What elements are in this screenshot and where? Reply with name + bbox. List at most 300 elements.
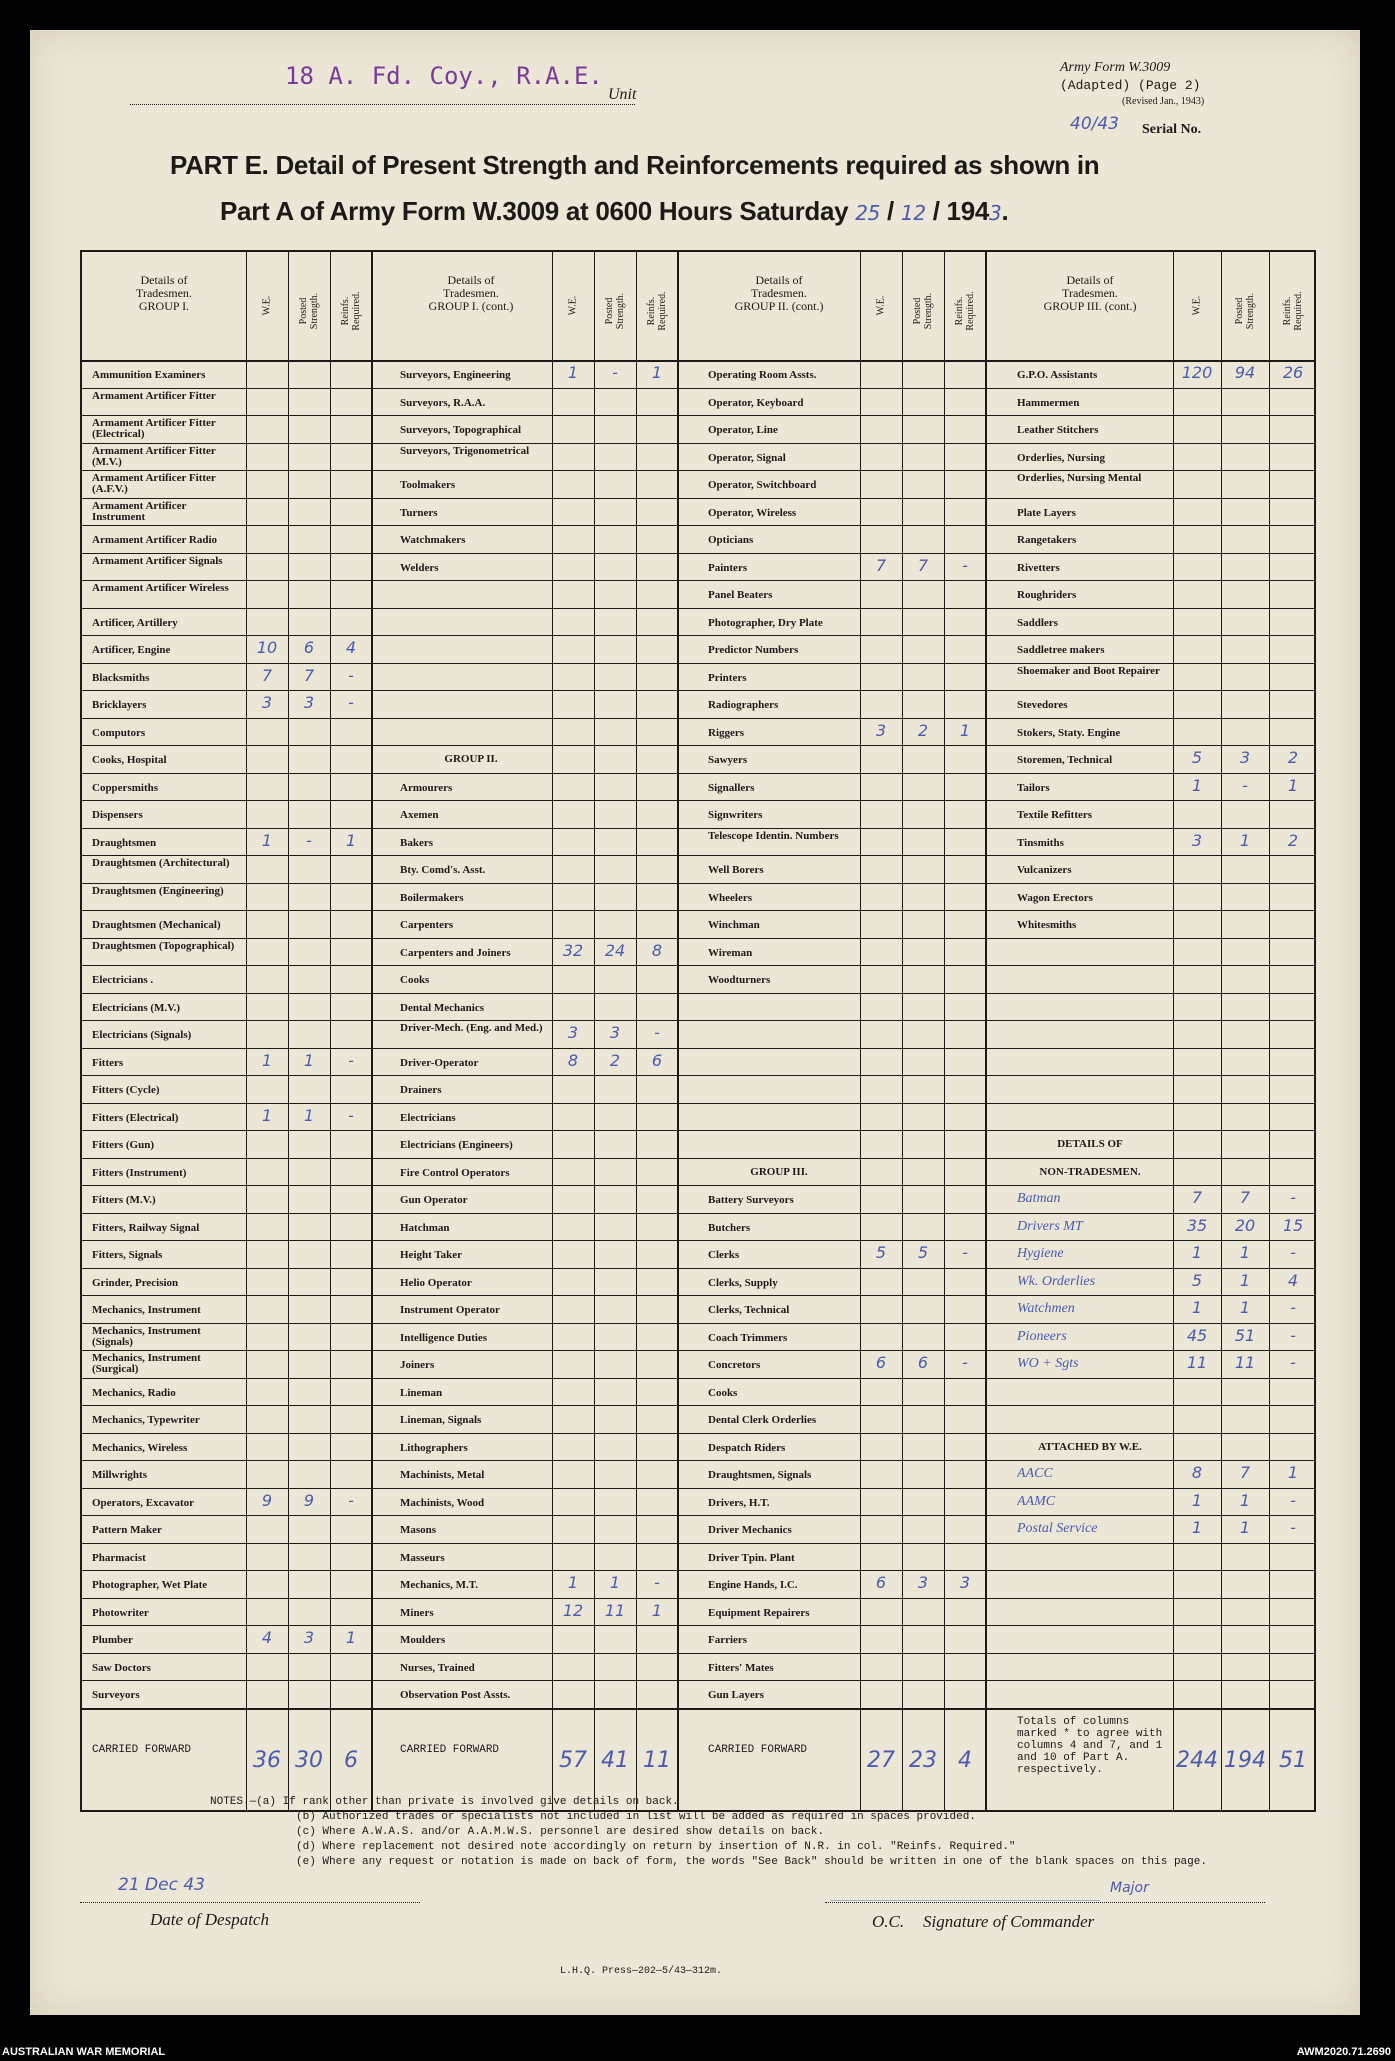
trade-label: Hygiene xyxy=(1017,1246,1064,1261)
trade-label: Gun Layers xyxy=(708,1689,764,1701)
row-divider xyxy=(82,1570,1314,1571)
trade-label: Surveyors, Trigonometrical xyxy=(400,445,530,457)
count-value: 7 xyxy=(917,555,929,575)
trade-label: Lithographers xyxy=(400,1441,468,1454)
count-value: - xyxy=(348,693,354,712)
trade-label: Draughtsmen (Engineering) xyxy=(92,885,224,897)
column-divider xyxy=(288,252,289,1812)
trade-label: Welders xyxy=(400,561,439,574)
count-value: 2 xyxy=(609,1050,621,1070)
trade-label: Opticians xyxy=(708,534,754,546)
count-value: 3 xyxy=(261,693,273,712)
count-value: 8 xyxy=(567,1050,579,1070)
count-value: 7 xyxy=(1191,1188,1203,1207)
trade-label: DETAILS OF xyxy=(1057,1138,1123,1150)
trade-label: Drivers MT xyxy=(1017,1218,1083,1234)
count-value: 3 xyxy=(303,693,315,712)
count-value: 1 xyxy=(1191,775,1203,795)
column-header-posted-4: Posted Strength. xyxy=(1234,292,1256,330)
trade-label: Computors xyxy=(92,726,146,739)
count-value: 1 xyxy=(1191,1298,1203,1317)
carried-forward-label: Totals of columns marked * to agree with columns 4 and 7, and 1 and 10 of Part A. respectively. xyxy=(1017,1715,1163,1776)
column-divider xyxy=(1173,252,1174,1812)
trade-label: Armament Artificer Fitter (A.F.V.) xyxy=(92,473,216,495)
column-header-posted-2: Posted Strength. xyxy=(604,292,626,330)
trade-label: Plumber xyxy=(92,1634,133,1646)
trade-label: Wagon Erectors xyxy=(1017,891,1093,904)
total-value: 51 xyxy=(1279,1747,1307,1773)
count-value: - xyxy=(1290,1188,1296,1207)
trade-label: Wireman xyxy=(708,946,753,959)
count-value: 3 xyxy=(917,1573,929,1592)
count-value: 6 xyxy=(303,638,315,657)
trade-label: Painters xyxy=(708,561,748,574)
archive-caption-right: AWM2020.71.2690 xyxy=(1296,2046,1391,2058)
column-header-reqd-1: Reinfs. Required. xyxy=(340,291,362,331)
trade-label: Masseurs xyxy=(400,1551,445,1564)
note-c: (c) Where A.W.A.S. and/or A.A.M.W.S. personnel are desired show details on back. xyxy=(296,1826,825,1838)
trade-label: Artificer, Artillery xyxy=(92,616,178,629)
count-value: 1 xyxy=(567,363,579,382)
trade-label: AAMC xyxy=(1017,1493,1056,1509)
trade-label: Whitesmiths xyxy=(1017,919,1077,931)
count-value: 1 xyxy=(1191,1243,1203,1262)
trade-label: Armourers xyxy=(400,781,453,794)
trade-label: Sawyers xyxy=(708,754,748,766)
trade-label: G.P.O. Assistants xyxy=(1017,369,1098,381)
trade-label: Fitters (Gun) xyxy=(92,1139,155,1151)
trade-label: Fitters (Cycle) xyxy=(92,1084,160,1096)
count-value: 3 xyxy=(1191,830,1203,850)
trade-label: Moulders xyxy=(400,1634,446,1646)
count-value: 7 xyxy=(1239,1463,1251,1482)
count-value: 1 xyxy=(261,1105,273,1125)
count-value: 7 xyxy=(875,555,887,575)
count-value: 26 xyxy=(1282,363,1304,382)
trade-label: Carpenters and Joiners xyxy=(400,946,511,959)
trade-label: Grinder, Precision xyxy=(92,1276,179,1289)
printer-imprint: L.H.Q. Press—202—5/43—312m. xyxy=(560,1966,723,1977)
trade-label: Postal Service xyxy=(1017,1521,1098,1536)
count-value: 1 xyxy=(1239,1243,1251,1262)
trade-label: Leather Stitchers xyxy=(1017,424,1099,436)
column-divider xyxy=(330,252,331,1812)
count-value: - xyxy=(1290,1298,1296,1317)
trade-label: Rivetters xyxy=(1017,561,1060,574)
trade-label: Nurses, Trained xyxy=(400,1661,475,1674)
column-divider xyxy=(246,252,247,1812)
date-year-suffix: 3 xyxy=(989,201,1002,225)
trade-label: Concretors xyxy=(708,1359,761,1371)
column-header-reqd-3: Reinfs. Required. xyxy=(954,291,976,331)
trade-label: Electricians (Signals) xyxy=(92,1029,192,1041)
trade-label: Electricians (Engineers) xyxy=(400,1139,513,1151)
trade-label: Surveyors, Engineering xyxy=(400,369,511,381)
row-divider xyxy=(82,1048,1314,1049)
total-value: 27 xyxy=(867,1747,895,1773)
column-divider xyxy=(1269,252,1270,1812)
trade-label: Telescope Identin. Numbers xyxy=(708,830,839,842)
trade-label: GROUP III. xyxy=(750,1165,808,1178)
trade-label: Hatchman xyxy=(400,1221,450,1234)
count-value: 1 xyxy=(1239,1490,1251,1510)
trade-label: GROUP II. xyxy=(444,753,498,765)
unit-label: Unit xyxy=(608,86,637,103)
count-value: 5 xyxy=(875,1243,887,1262)
title-line-2-text: Part A of Army Form W.3009 at 0600 Hours Saturday xyxy=(220,196,849,226)
trade-label: Observation Post Assts. xyxy=(400,1689,511,1701)
trade-label: Mechanics, Instrument (Signals) xyxy=(92,1325,201,1348)
date-slash: / xyxy=(887,196,894,226)
trade-label: Fitters (M.V.) xyxy=(92,1194,156,1206)
count-value: 1 xyxy=(1239,830,1251,850)
count-value: 51 xyxy=(1234,1325,1256,1345)
count-value: 3 xyxy=(567,1023,579,1042)
count-value: 10 xyxy=(256,638,278,657)
count-value: 3 xyxy=(875,720,887,740)
trade-label: Mechanics, Instrument (Surgical) xyxy=(92,1353,201,1375)
trade-label: ATTACHED BY W.E. xyxy=(1038,1440,1142,1453)
trade-label: Farriers xyxy=(708,1634,748,1646)
count-value: 1 xyxy=(261,1050,273,1070)
trade-label: Saddlers xyxy=(1017,616,1058,629)
trade-label: Signwriters xyxy=(708,809,763,821)
count-value: 15 xyxy=(1282,1215,1304,1235)
count-value: 1 xyxy=(1287,775,1299,795)
count-value: 24 xyxy=(604,940,626,960)
note-b: (b) Authorized trades or specialists not included in list will be added as required in spaces provided. xyxy=(296,1811,976,1823)
trade-label: Drainers xyxy=(400,1084,442,1096)
trade-label: Fitters (Instrument) xyxy=(92,1166,187,1179)
count-value: - xyxy=(348,1050,354,1070)
trade-label: Driver Tpin. Plant xyxy=(708,1551,795,1564)
count-value: 1 xyxy=(567,1573,579,1592)
count-value: 1 xyxy=(1191,1490,1203,1510)
trade-label: Fitters' Mates xyxy=(708,1661,774,1674)
count-value: 1 xyxy=(1239,1298,1251,1317)
count-value: 8 xyxy=(651,940,663,960)
trade-label: Pharmacist xyxy=(92,1551,146,1564)
trade-label: Miners xyxy=(400,1606,434,1619)
trade-label: Fitters, Railway Signal xyxy=(92,1221,200,1234)
count-value: 3 xyxy=(609,1023,621,1042)
count-value: 20 xyxy=(1234,1215,1256,1235)
count-value: 1 xyxy=(303,1105,315,1125)
trade-label: Rangetakers xyxy=(1017,534,1077,546)
total-value: 41 xyxy=(601,1747,629,1773)
trade-label: Storemen, Technical xyxy=(1017,754,1113,766)
title-line-1: PART E. Detail of Present Strength and Reinforcements required as shown in xyxy=(170,150,1100,180)
total-value: 11 xyxy=(643,1747,671,1773)
trade-label: Cooks, Hospital xyxy=(92,754,167,766)
total-value: 23 xyxy=(909,1747,937,1773)
row-divider xyxy=(82,1680,1314,1681)
column-divider xyxy=(371,252,373,1812)
carried-forward-label: CARRIED FORWARD xyxy=(400,1743,500,1756)
count-value: 11 xyxy=(1186,1353,1208,1372)
trade-label: Driver-Operator xyxy=(400,1056,479,1069)
trade-label: Fire Control Operators xyxy=(400,1166,510,1179)
trade-label: Draughtsmen (Architectural) xyxy=(92,858,230,869)
trade-label: WO + Sgts xyxy=(1017,1356,1079,1371)
count-value: - xyxy=(962,1353,968,1372)
row-divider xyxy=(82,1598,1314,1599)
trade-label: Photographer, Wet Plate xyxy=(92,1579,208,1591)
archive-caption-left: AUSTRALIAN WAR MEMORIAL xyxy=(2,2046,166,2058)
trade-label: Dispensers xyxy=(92,809,143,821)
column-divider xyxy=(1221,252,1222,1812)
trade-label: Mechanics, Radio xyxy=(92,1386,176,1399)
count-value: 4 xyxy=(261,1628,273,1647)
row-divider xyxy=(82,1433,1314,1434)
trade-label: Photowriter xyxy=(92,1606,149,1619)
unit-stamp: 18 A. Fd. Coy., R.A.E. xyxy=(285,62,603,90)
count-value: - xyxy=(654,1023,660,1042)
trade-label: Armament Artificer Fitter (M.V.) xyxy=(92,445,216,468)
count-value: 1 xyxy=(1239,1518,1251,1537)
form-name: Army Form W.3009 xyxy=(1060,60,1171,75)
trade-label: Dental Mechanics xyxy=(400,1001,485,1014)
count-value: 3 xyxy=(959,1573,971,1592)
date-month: 12 xyxy=(900,201,926,225)
trade-label: Draughtsmen (Mechanical) xyxy=(92,919,221,931)
count-value: 1 xyxy=(651,363,663,382)
trade-label: Vulcanizers xyxy=(1017,864,1072,876)
count-value: 5 xyxy=(1191,1270,1203,1290)
trade-label: Electricians . xyxy=(92,974,154,986)
count-value: 2 xyxy=(917,720,929,740)
trade-label: Orderlies, Nursing Mental xyxy=(1017,473,1142,484)
despatch-dotted-line xyxy=(80,1902,420,1903)
trade-label: Draughtsmen, Signals xyxy=(708,1469,812,1481)
trade-label: Ammunition Examiners xyxy=(92,369,206,381)
trade-label: Lineman xyxy=(400,1386,443,1399)
form-adapted: (Adapted) (Page 2) xyxy=(1060,78,1201,93)
trade-label: Armament Artificer Fitter (Electrical) xyxy=(92,418,216,440)
totals-divider xyxy=(82,1708,1314,1710)
form-revised: (Revised Jan., 1943) xyxy=(1122,96,1205,107)
serial-number-value: 40/43 xyxy=(1070,114,1119,134)
trade-label: Plate Layers xyxy=(1017,506,1076,519)
count-value: - xyxy=(1290,1490,1296,1510)
trade-label: Masons xyxy=(400,1524,437,1536)
trade-label: Photographer, Dry Plate xyxy=(708,616,823,629)
strength-table xyxy=(80,250,1316,1812)
trade-label: Bty. Comd's. Asst. xyxy=(400,864,486,876)
count-value: - xyxy=(612,363,618,382)
row-divider xyxy=(82,498,1314,499)
count-value: 7 xyxy=(261,665,273,685)
row-divider xyxy=(82,1625,1314,1626)
count-value: 35 xyxy=(1186,1215,1208,1235)
trade-label: Tinsmiths xyxy=(1017,836,1064,849)
trade-label: Draughtsmen (Topographical) xyxy=(92,940,235,952)
count-value: 11 xyxy=(1234,1353,1256,1372)
trade-label: Blacksmiths xyxy=(92,671,150,684)
trade-label: Driver Mechanics xyxy=(708,1524,792,1536)
trade-label: AACC xyxy=(1017,1466,1053,1481)
trade-label: Armament Artificer Fitter xyxy=(92,390,216,402)
trade-label: Drivers, H.T. xyxy=(708,1496,770,1509)
date-period: . xyxy=(1001,196,1009,226)
trade-label: Saddletree makers xyxy=(1017,644,1105,656)
trade-label: Wk. Orderlies xyxy=(1017,1273,1096,1289)
count-value: - xyxy=(306,830,312,850)
trade-label: NON-TRADESMEN. xyxy=(1039,1165,1141,1178)
trade-label: Roughriders xyxy=(1017,589,1077,601)
trade-label: Tailors xyxy=(1017,781,1050,794)
trade-label: Mechanics, Typewriter xyxy=(92,1414,200,1426)
trade-label: Gun Operator xyxy=(400,1194,468,1206)
trade-label: Coach Trimmers xyxy=(708,1331,788,1344)
trade-label: Instrument Operator xyxy=(400,1304,500,1316)
trade-label: Shoemaker and Boot Repairer xyxy=(1017,665,1160,677)
trade-label: Operator, Signal xyxy=(708,451,786,464)
trade-label: Millwrights xyxy=(92,1469,147,1481)
trade-label: Turners xyxy=(400,506,438,519)
signature-dotted-line xyxy=(825,1902,1265,1903)
trade-label: Operator, Keyboard xyxy=(708,396,804,409)
count-value: 1 xyxy=(609,1573,621,1592)
column-header-posted-3: Posted Strength. xyxy=(912,292,934,330)
count-value: - xyxy=(1290,1518,1296,1537)
title-line-2 xyxy=(220,196,1008,227)
despatch-date-value: 21 Dec 43 xyxy=(118,1875,205,1895)
row-divider xyxy=(82,993,1314,994)
trade-label: Fitters, Signals xyxy=(92,1249,163,1261)
count-value: - xyxy=(962,555,968,575)
count-value: 9 xyxy=(303,1490,315,1510)
trade-label: Clerks xyxy=(708,1249,740,1261)
trade-label: Pattern Maker xyxy=(92,1524,162,1536)
trade-label: Riggers xyxy=(708,726,745,739)
trade-label: Clerks, Technical xyxy=(708,1304,790,1316)
trade-label: Clerks, Supply xyxy=(708,1276,778,1289)
trade-label: Operator, Switchboard xyxy=(708,479,817,491)
form-page xyxy=(30,30,1360,2015)
note-e: (e) Where any request or notation is made on back of form, the words "See Back" should be written in one of the blank spaces on this page. xyxy=(296,1856,1207,1868)
serial-number-label: Serial No. xyxy=(1142,122,1202,137)
count-value: 3 xyxy=(303,1628,315,1647)
column-header-posted-1: Posted Strength. xyxy=(298,292,320,330)
trade-label: Stevedores xyxy=(1017,699,1068,711)
count-value: 2 xyxy=(1287,830,1299,850)
trade-label: Winchman xyxy=(708,919,760,931)
count-value: 94 xyxy=(1234,363,1256,382)
count-value: 1 xyxy=(959,720,971,740)
count-value: 45 xyxy=(1186,1325,1208,1345)
trade-label: Saw Doctors xyxy=(92,1661,151,1674)
notes-block xyxy=(210,1795,1207,1870)
count-value: - xyxy=(348,665,354,685)
trade-label: Bakers xyxy=(400,836,433,849)
count-value: 4 xyxy=(345,638,357,657)
trade-label: Signallers xyxy=(708,781,755,794)
total-value: 57 xyxy=(559,1747,587,1773)
trade-label: Draughtsmen xyxy=(92,836,157,849)
date-day: 25 xyxy=(855,201,881,225)
total-value: 36 xyxy=(253,1747,281,1773)
count-value: 1 xyxy=(1287,1463,1299,1482)
trade-label: Boilermakers xyxy=(400,891,464,904)
count-value: - xyxy=(1290,1243,1296,1262)
count-value: 1 xyxy=(303,1050,315,1070)
trade-label: Radiographers xyxy=(708,699,779,711)
column-header-reqd-2: Reinfs. Required. xyxy=(646,291,668,331)
trade-label: Mechanics, Wireless xyxy=(92,1441,188,1454)
group-header-2: Details of Tradesmen. GROUP I. (cont.) xyxy=(428,273,514,313)
count-value: - xyxy=(1290,1325,1296,1345)
trade-label: Surveyors, R.A.A. xyxy=(400,396,486,409)
total-value: 6 xyxy=(344,1747,358,1773)
trade-label: Predictor Numbers xyxy=(708,644,799,656)
row-divider xyxy=(82,1405,1314,1406)
trade-label: Bricklayers xyxy=(92,699,147,711)
trade-label: Butchers xyxy=(708,1221,751,1234)
trade-label: Equipment Repairers xyxy=(708,1606,810,1619)
column-header-we-3: W.E. xyxy=(875,295,887,316)
group-header-1: Details of Tradesmen. GROUP I. xyxy=(136,273,192,313)
count-value: 1 xyxy=(651,1600,663,1620)
trade-label: Orderlies, Nursing xyxy=(1017,451,1105,464)
count-value: 1 xyxy=(345,1628,357,1647)
signature-scribble xyxy=(830,1888,1100,1901)
trade-label: Well Borers xyxy=(708,864,764,876)
unit-dotted-line xyxy=(130,104,635,105)
signature-value: Major xyxy=(1110,1880,1149,1896)
count-value: 6 xyxy=(875,1353,887,1372)
count-value: 4 xyxy=(1287,1270,1299,1290)
trade-label: Dental Clerk Orderlies xyxy=(708,1414,817,1426)
trade-label: Woodturners xyxy=(708,974,771,986)
trade-label: Engine Hands, I.C. xyxy=(708,1579,798,1591)
count-value: 1 xyxy=(261,830,273,850)
count-value: - xyxy=(1290,1353,1296,1372)
trade-label: Intelligence Duties xyxy=(400,1331,488,1344)
trade-label: Surveyors, Topographical xyxy=(400,424,522,436)
trade-label: Artificer, Engine xyxy=(92,644,171,656)
column-header-we-2: W.E. xyxy=(567,295,579,316)
trade-label: Height Taker xyxy=(400,1249,463,1261)
trade-label: Fitters (Electrical) xyxy=(92,1111,179,1124)
trade-label: Armament Artificer Radio xyxy=(92,534,218,546)
count-value: 6 xyxy=(651,1050,663,1070)
group-header-3: Details of Tradesmen. GROUP II. (cont.) xyxy=(734,273,824,313)
trade-label: Machinists, Wood xyxy=(400,1496,485,1509)
trade-label: Watchmakers xyxy=(400,534,466,546)
trade-label: Joiners xyxy=(400,1359,435,1371)
count-value: - xyxy=(654,1573,660,1592)
count-value: 7 xyxy=(303,665,315,685)
trade-label: Coppersmiths xyxy=(92,781,159,794)
row-divider xyxy=(82,690,1314,691)
trade-label: Pioneers xyxy=(1017,1328,1067,1344)
oc-label: O.C. xyxy=(872,1912,905,1931)
count-value: 6 xyxy=(875,1573,887,1592)
trade-label: Fitters xyxy=(92,1056,124,1069)
carried-forward-label: CARRIED FORWARD xyxy=(92,1743,192,1756)
trade-label: Mechanics, M.T. xyxy=(400,1579,479,1591)
trade-label: Toolmakers xyxy=(400,479,456,491)
trade-label: Electricians xyxy=(400,1111,456,1124)
trade-label: Textile Refitters xyxy=(1017,809,1093,821)
count-value: 6 xyxy=(917,1353,929,1372)
trade-label: Printers xyxy=(708,671,747,684)
count-value: 7 xyxy=(1239,1188,1251,1207)
trade-label: Cooks xyxy=(708,1386,738,1399)
count-value: 3 xyxy=(1239,748,1251,767)
count-value: 32 xyxy=(562,940,584,960)
